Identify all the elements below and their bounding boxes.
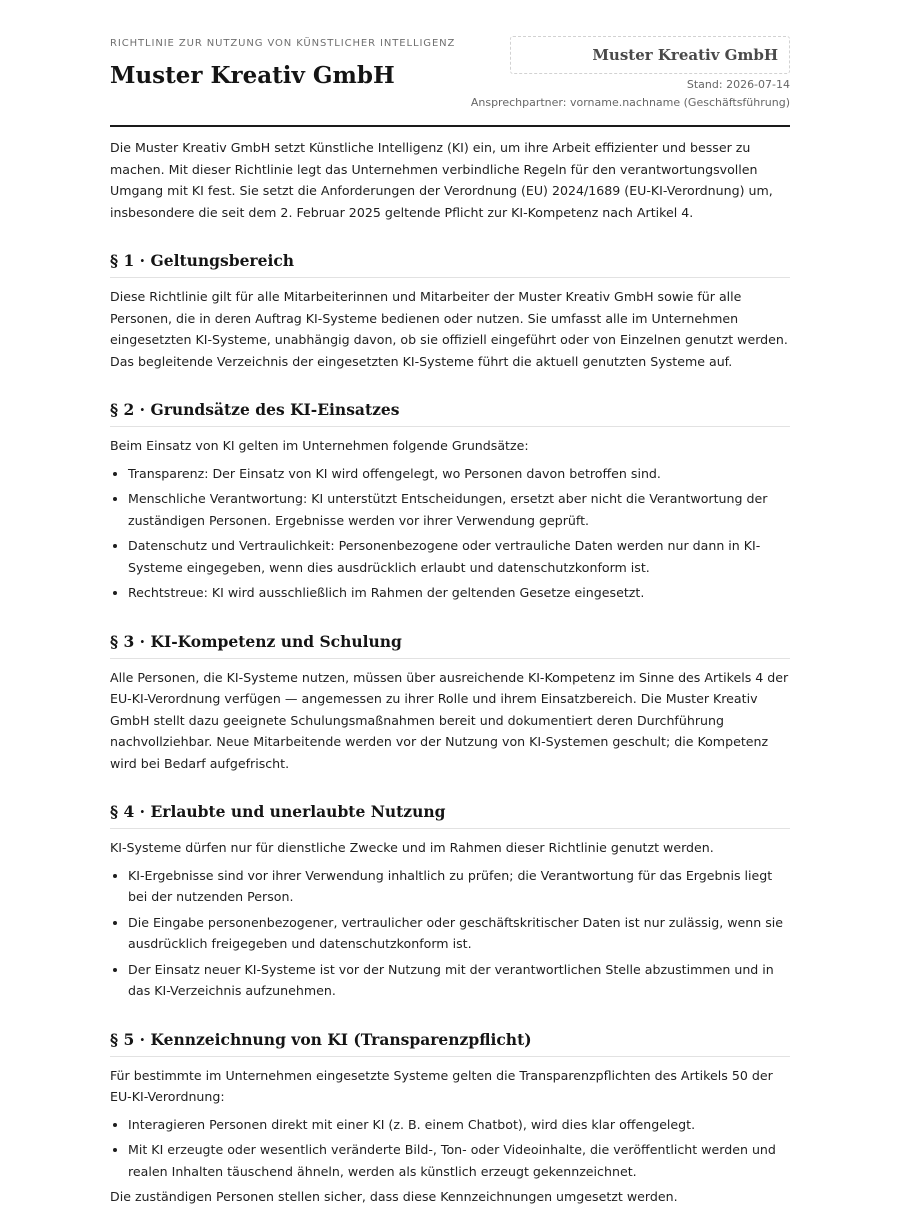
section-heading: § 2 · Grundsätze des KI-Einsatzes (110, 400, 790, 427)
list-item: • Der Einsatz neuer KI-Systeme ist vor der Nutzung mit der verantwortlichen Stelle abzustimmen und in das KI-Verzeichnis aufzunehmen. (128, 959, 790, 1002)
section-heading: § 4 · Erlaubte und unerlaubte Nutzung (110, 802, 790, 829)
document-kicker: RICHTLINIE ZUR NUTZUNG VON KÜNSTLICHER INTELLIGENZ (110, 38, 456, 49)
section-heading: § 5 · Kennzeichnung von KI (Transparenzpflicht) (110, 1030, 790, 1057)
list-item: • Transparenz: Der Einsatz von KI wird offengelegt, wo Personen davon betroffen sind. (128, 463, 790, 485)
section-nutzung (110, 802, 790, 1002)
section-kennzeichnung (110, 1030, 790, 1208)
section-ki-kompetenz (110, 632, 790, 775)
section-text: Beim Einsatz von KI gelten im Unternehmen folgende Grundsätze: (110, 438, 529, 453)
list-item: • KI-Ergebnisse sind vor ihrer Verwendung inhaltlich zu prüfen; die Verantwortung für das Ergebnis liegt bei der nutzenden Person. (128, 865, 790, 908)
section-closing-text: Die zuständigen Personen stellen sicher, dass diese Kennzeichnungen umgesetzt werden. (110, 1189, 678, 1204)
bullet-list (110, 865, 790, 1002)
list-item: • Die Eingabe personenbezogener, vertraulicher oder geschäftskritischer Daten ist nur zulässig, wenn sie ausdrücklich freigegeben und datenschutzkonform ist. (128, 912, 790, 955)
section-heading: § 1 · Geltungsbereich (110, 251, 790, 278)
section-grundsaetze (110, 400, 790, 604)
list-item: • Datenschutz und Vertraulichkeit: Personenbezogene oder vertrauliche Daten werden nur dann in KI-Systeme eingegeben, wenn dies ausdrücklich erlaubt und datenschutzkonform ist. (128, 535, 790, 578)
section-text: KI-Systeme dürfen nur für dienstliche Zwecke und im Rahmen dieser Richtlinie genutzt werden. (110, 840, 714, 855)
list-item: • Menschliche Verantwortung: KI unterstützt Entscheidungen, ersetzt aber nicht die Verantwortung der zuständigen Personen. Ergebnisse werden vor ihrer Verwendung geprüft. (128, 488, 790, 531)
bullet-list (110, 1114, 790, 1183)
list-item: • Rechtstreue: KI wird ausschließlich im Rahmen der geltenden Gesetze eingesetzt. (128, 582, 790, 604)
document-body (110, 137, 790, 1208)
document-contact: Ansprechpartner: vorname.nachname (Geschäftsführung) (470, 96, 790, 109)
bullet-list (110, 463, 790, 604)
company-logo-placeholder (510, 36, 790, 74)
section-text: Diese Richtlinie gilt für alle Mitarbeiterinnen und Mitarbeiter der Muster Kreativ GmbH sowie für alle Personen, die in deren Auftrag KI-Systeme bedienen oder nutzen. Sie umfasst alle im Unternehmen eingesetzten KI-Systeme, unabhängig davon, ob sie offiziell eingeführt oder von Einzelnen genutzt werden. Das begleitende Verzeichnis der eingesetzten KI-Systeme führt die aktuell genutzten Systeme auf. (110, 289, 788, 369)
intro-paragraph: Die Muster Kreativ GmbH setzt Künstliche Intelligenz (KI) ein, um ihre Arbeit effizienter und besser zu machen. Mit dieser Richtlinie legt das Unternehmen verbindliche Regeln für den verantwortungsvollen Umgang mit KI fest. Sie setzt die Anforderungen der Verordnung (EU) 2024/1689 (EU-KI-Verordnung) um, insbesondere die seit dem 2. Februar 2025 geltende Pflicht zur KI-Kompetenz nach Artikel 4. (110, 140, 773, 220)
document-title: Muster Kreativ GmbH (110, 62, 395, 89)
section-geltungsbereich (110, 251, 790, 372)
list-item: • Mit KI erzeugte oder wesentlich veränderte Bild-, Ton- oder Videoinhalte, die veröffentlicht werden und realen Inhalten täuschend ähneln, werden als künstlich erzeugt gekennzeichnet. (128, 1139, 790, 1182)
document-date: Stand: 2026-07-14 (686, 78, 790, 91)
company-logo-text: Muster Kreativ GmbH (592, 46, 778, 64)
policy-document (110, 36, 790, 1208)
section-text: Für bestimmte im Unternehmen eingesetzte Systeme gelten die Transparenzpflichten des Artikels 50 der EU-KI-Verordnung: (110, 1067, 773, 1104)
list-item: • Interagieren Personen direkt mit einer KI (z. B. einem Chatbot), wird dies klar offengelegt. (128, 1114, 790, 1136)
section-heading: § 3 · KI-Kompetenz und Schulung (110, 632, 790, 659)
section-text: Alle Personen, die KI-Systeme nutzen, müssen über ausreichende KI-Kompetenz im Sinne des Artikels 4 der EU-KI-Verordnung verfügen — angemessen zu ihrer Rolle und ihrem Einsatzbereich. Die Muster Kreativ GmbH stellt dazu geeignete Schulungsmaßnahmen bereit und dokumentiert deren Durchführung nachvollziehbar. Neue Mitarbeitende werden vor der Nutzung von KI-Systemen geschult; die Kompetenz wird bei Bedarf aufgefrischt. (110, 669, 789, 771)
document-header (110, 36, 790, 127)
